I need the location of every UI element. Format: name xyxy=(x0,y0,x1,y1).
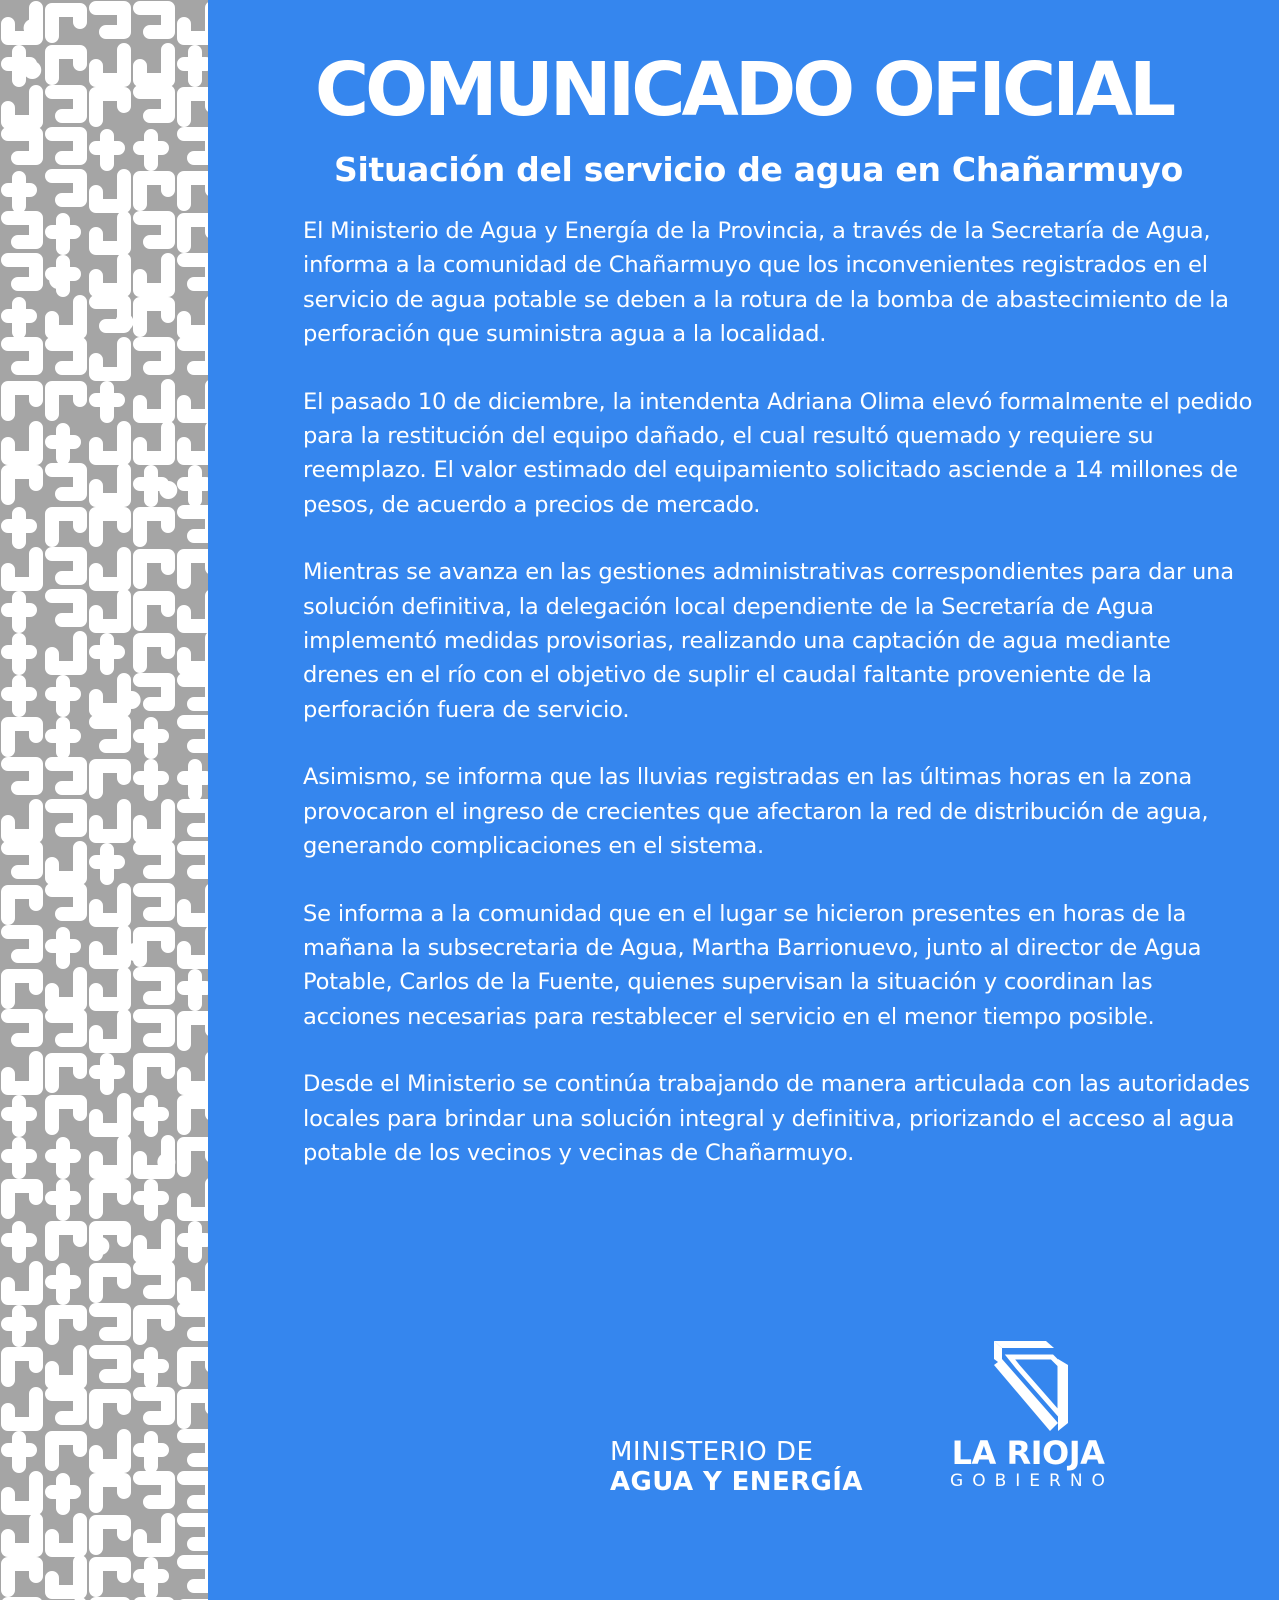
paragraph-5: Se informa a la comunidad que en el lugar se hicieron presentes en horas de la mañana la subsecretaria de Agua, Martha Barrionuevo, junto al director de Agua Potable, Carlos de la Fuente, quienes supervisan la situación y coordinan las acciones necesarias para restablecer el servicio en el menor tiempo posible. xyxy=(303,900,1202,1030)
government-subtitle: GOBIERNO xyxy=(950,1471,1114,1491)
page-subtitle: Situación del servicio de agua en Chañarmuyo xyxy=(334,150,1183,189)
ministry-name-line2: AGUA Y ENERGÍA xyxy=(610,1467,863,1497)
communique-body xyxy=(303,214,1253,1203)
paragraph-6: Desde el Ministerio se continúa trabajando de manera articulada con las autoridades locales para brindar una solución integral y definitiva, priorizando el acceso al agua potable de los vecinos y vecinas de Chañarmuyo. xyxy=(303,1071,1250,1166)
main-panel xyxy=(208,0,1279,1600)
paragraph-1: El Ministerio de Agua y Energía de la Provincia, a través de la Secretaría de Agua, informa a la comunidad de Chañarmuyo que los inconvenientes registrados en el servicio de agua potable se deben a la rotura de la bomba de abastecimiento de la perforación que suministra agua a la localidad. xyxy=(303,218,1229,348)
paragraph-3: Mientras se avanza en las gestiones administrativas correspondientes para dar una solución definitiva, la delegación local dependiente de la Secretaría de Agua implementó medidas provisorias, realizando una captación de agua mediante drenes en el río con el objetivo de suplir el caudal faltante proveniente de la perforación fuera de servicio. xyxy=(303,559,1234,723)
government-name: LA RIOJA xyxy=(951,1434,1105,1472)
paragraph-4: Asimismo, se informa que las lluvias registradas en las últimas horas en la zona provocaron el ingreso de crecientes que afectaron la red de distribución de agua, generando complicaciones en el sistema. xyxy=(303,764,1209,860)
la-rioja-government-logo xyxy=(928,1335,1128,1495)
la-rioja-emblem-icon xyxy=(988,1335,1078,1435)
ministry-logo xyxy=(610,1437,863,1497)
ministry-name-line1: MINISTERIO DE xyxy=(610,1437,814,1467)
decorative-maze-pattern xyxy=(0,0,208,1600)
paragraph-2: El pasado 10 de diciembre, la intendenta Adriana Olima elevó formalmente el pedido para la restitución del equipo dañado, el cual resultó quemado y requiere su reemplazo. El valor estimado del equipamiento solicitado asciende a 14 millones de pesos, de acuerdo a precios de mercado. xyxy=(303,388,1253,518)
page-title: COMUNICADO OFICIAL xyxy=(314,47,1173,133)
maze-pattern-graphic xyxy=(0,0,208,1600)
